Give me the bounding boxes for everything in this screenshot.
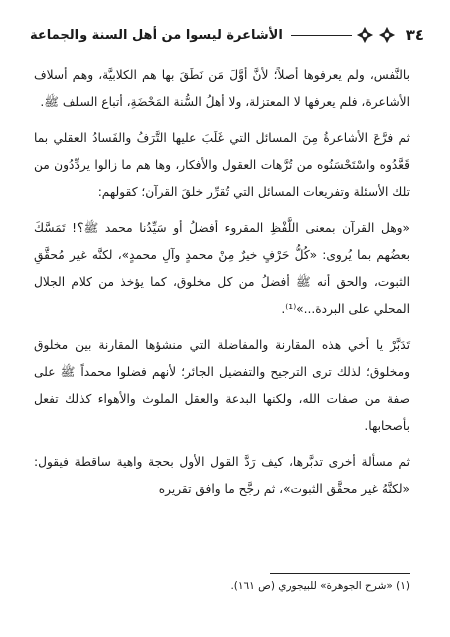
ornament-icon xyxy=(378,26,396,44)
page-number: ٣٤ xyxy=(405,26,424,44)
running-title: الأشاعرة ليسوا من أهل السنة والجماعة xyxy=(30,27,283,43)
paragraph: ثم فرَّعَ الأشاعرةُ مِنَ المسائل التي غَلَبَ عليها التَّرَفُ والفَسادُ العقلي بما قَعَّدُوه واسْتَحْسَنُوه من تُرَّهات العقول والأفكار، وها هم ما زالوا يردِّدُون من تلك الأسئلة وتفريعات المسائل التي تُقرِّر خلقَ القرآن؛ كقولهم: xyxy=(34,131,410,199)
page-header xyxy=(22,18,424,52)
footnote-rule xyxy=(270,573,410,574)
footnote: (١) «شرح الجوهرة» للبيجوري (ص ١٦١). xyxy=(230,580,410,592)
paragraph: تَدَبَّرْ يا أخي هذه المقارنة والمفاضلة التي منشؤها المقارنة بين مخلوق ومخلوق؛ لذلك ترى الترجيح والتفضيل الجائر؛ لأنهم فضلوا محمداً ﷺ على صفة من صفات الله، ولكنها البدعة والعقل الملوث والأهواء كذلك تفعل بأصحابها. xyxy=(34,338,410,433)
ornament-icon xyxy=(356,26,374,44)
page-body xyxy=(34,62,410,512)
paragraph: بالنَّفس، ولم يعرفوها أصلاً؛ لأنَّ أوَّلَ مَن نَطَقَ بها هم الكلابيَّة، وهم أسلاف الأشاعرة، فلم يعرفها لا المعتزلة، ولا أهلُ السُّنة المَحْضَةِ، أتباع السلف ﷺ. xyxy=(34,68,410,109)
paragraph: «وهل القرآن بمعنى اللَّفْظِ المقروء أفضلُ أو سَيِّدُنا محمد ﷺ؟! تَمَسَّكَ بعضُهم بما يُروى: «كُلُّ حَرْفٍ خيرٌ مِنْ محمدٍ وآلِ محمدٍ»، لكنَّه غير مُحقَّقِ الثبوت، والحق أنه ﷺ أفضلُ من كل مخلوق، كما يؤخذ من كلام الجلال المحلي على البردة...»⁽¹⁾. xyxy=(34,221,410,316)
paragraph: ثم مسألة أخرى تدبَّرها، كيف رَدَّ القول الأول بحجة واهية ساقطة فيقول: «لكنَّهُ غير محقَّق الثبوت»، ثم رجَّح ما وافق تقريره xyxy=(34,455,410,496)
header-rule xyxy=(291,35,352,36)
